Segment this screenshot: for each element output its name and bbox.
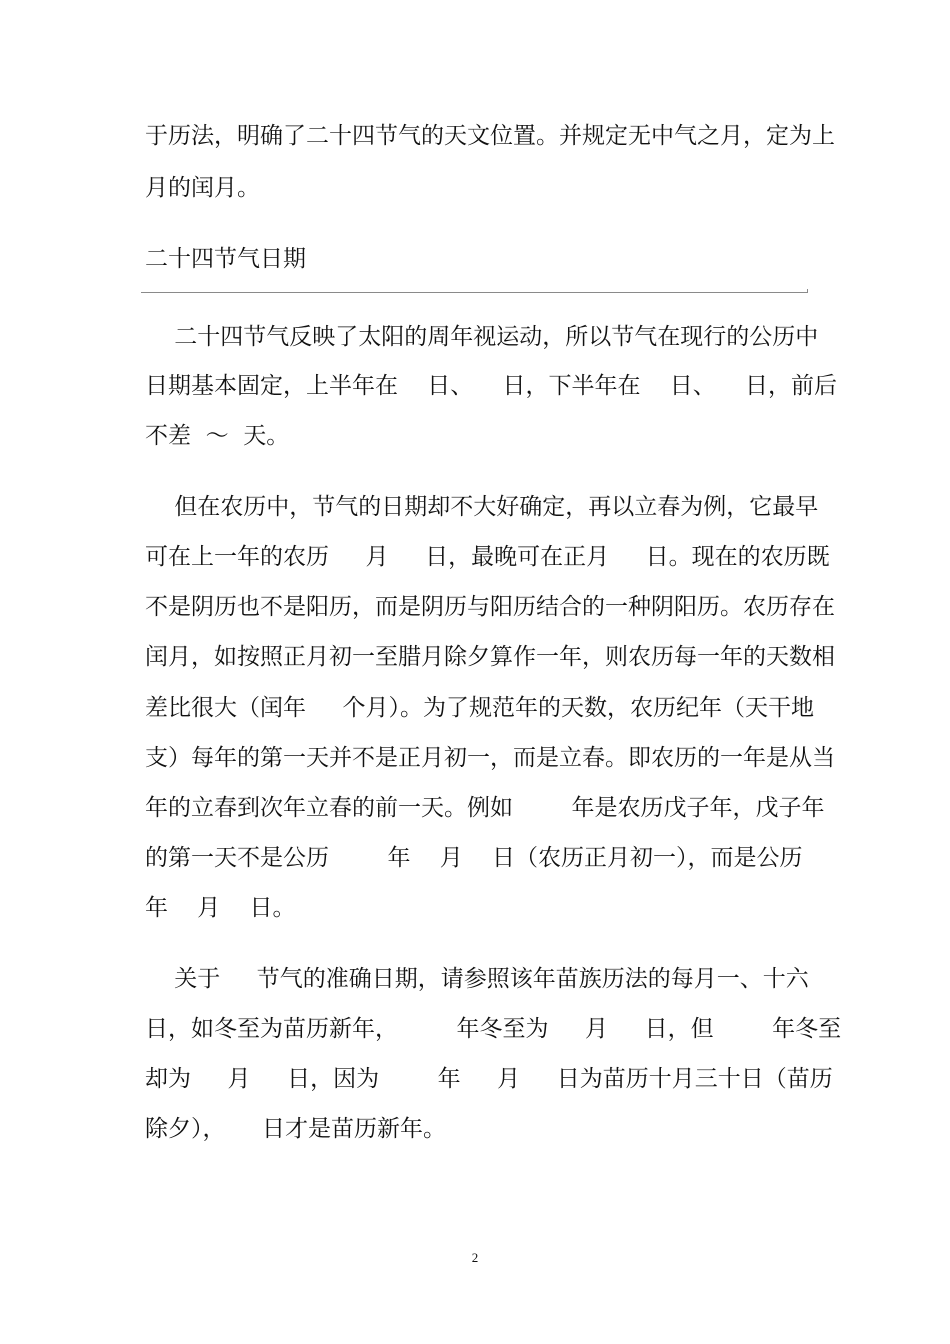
heading-divider xyxy=(141,292,808,293)
paragraph-2-line-3: 不是阴历也不是阳历，而是阴历与阳历结合的一种阴阳历。农历存在 xyxy=(145,594,835,620)
paragraph-1-line-1: 二十四节气反映了太阳的周年视运动，所以节气在现行的公历中 xyxy=(145,324,819,350)
paragraph-2-line-1: 但在农历中，节气的日期却不大好确定，再以立春为例，它最早 xyxy=(145,494,819,520)
paragraph-3-line-1: 关于 节气的准确日期，请参照该年苗族历法的每月一、十六 xyxy=(145,966,809,992)
paragraph-2-line-2: 可在上一年的农历 月 日，最晚可在正月 日。现在的农历既 xyxy=(145,544,830,570)
paragraph-2-line-7: 年的立春到次年立春的前一天。例如 年是农历戊子年，戊子年 xyxy=(145,795,825,821)
section-heading: 二十四节气日期 xyxy=(145,246,306,272)
heading-divider-end-mark xyxy=(807,289,808,293)
page-number: 2 xyxy=(471,1250,479,1265)
paragraph-1-line-2: 日期基本固定，上半年在 日、 日，下半年在 日、 日，前后 xyxy=(145,373,837,399)
paragraph-3-line-3: 却为 月 日，因为 年 月 日为苗历十月三十日（苗历 xyxy=(145,1066,833,1092)
paragraph-1-line-3: 不差 ～ 天。 xyxy=(145,423,290,449)
paragraph-2-line-6: 支）每年的第一天并不是正月初一，而是立春。即农历的一年是从当 xyxy=(145,745,835,771)
paragraph-3-line-4: 除夕）， 日才是苗历新年。 xyxy=(145,1116,447,1142)
paragraph-2-line-8: 的第一天不是公历 年 月 日（农历正月初一），而是公历 xyxy=(145,845,803,871)
paragraph-2-line-4: 闰月，如按照正月初一至腊月除夕算作一年，则农历每一年的天数相 xyxy=(145,644,835,670)
paragraph-2-line-5: 差比很大（闰年 个月）。为了规范年的天数，农历纪年（天干地 xyxy=(145,695,815,721)
paragraph-2-line-9: 年 月 日。 xyxy=(145,895,296,921)
intro-line-1: 于历法，明确了二十四节气的天文位置。并规定无中气之月，定为上 xyxy=(145,123,835,149)
paragraph-3-line-2: 日，如冬至为苗历新年， 年冬至为 月 日，但 年冬至 xyxy=(145,1016,842,1042)
intro-line-2: 月的闰月。 xyxy=(145,175,260,201)
